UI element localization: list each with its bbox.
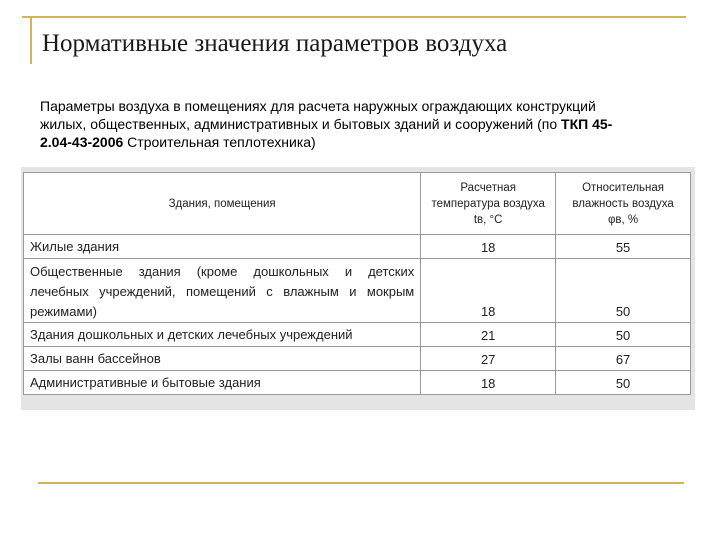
header-temperature-line2: температура воздуха (431, 197, 545, 210)
intro-text-standard: ТКП 45-2.04-43-2006 (40, 116, 613, 150)
air-parameters-table (23, 172, 691, 395)
row-building-name: Залы ванн бассейнов (24, 347, 421, 371)
row-humidity: 67 (556, 347, 691, 371)
frame-top-line (22, 16, 686, 18)
table-header-row (24, 173, 691, 235)
frame-left-line (30, 16, 32, 64)
table-row (24, 371, 691, 395)
intro-text-part1: Параметры воздуха в помещениях для расчета наружных ограждающих конструкций жилых, общественных, административных и бытовых зданий и сооружений (по (40, 98, 596, 132)
row-temperature: 21 (421, 323, 556, 347)
table-row (24, 235, 691, 259)
intro-text (40, 97, 640, 151)
row-humidity: 50 (556, 259, 691, 323)
row-building-name: Здания дошкольных и детских лечебных учреждений (24, 323, 421, 347)
frame-bottom-line (38, 482, 684, 484)
header-humidity-line3: φв, % (607, 213, 639, 226)
row-building-name: Жилые здания (24, 235, 421, 259)
header-temperature-line1: Расчетная (460, 181, 516, 194)
intro-text-part2: Строительная теплотехника) (123, 134, 316, 150)
table-panel (21, 167, 695, 410)
header-humidity-line1: Относительная (582, 181, 665, 194)
header-temperature (421, 173, 556, 235)
row-building-name: Общественные здания (кроме дошкольных и детских лечебных учреждений, помещений с влажным и мокрым режимами) (24, 259, 421, 323)
row-humidity: 55 (556, 235, 691, 259)
row-temperature: 18 (421, 371, 556, 395)
row-humidity: 50 (556, 371, 691, 395)
slide-title: Нормативные значения параметров воздуха (42, 30, 508, 57)
row-temperature: 27 (421, 347, 556, 371)
header-humidity-line2: влажность воздуха (572, 197, 674, 210)
header-humidity (556, 173, 691, 235)
row-temperature: 18 (421, 259, 556, 323)
row-building-name: Административные и бытовые здания (24, 371, 421, 395)
table-row (24, 323, 691, 347)
table-row (24, 259, 691, 323)
row-temperature: 18 (421, 235, 556, 259)
header-building: Здания, помещения (24, 173, 421, 235)
table-row (24, 347, 691, 371)
row-humidity: 50 (556, 323, 691, 347)
header-temperature-line3: tв, °С (473, 213, 503, 226)
